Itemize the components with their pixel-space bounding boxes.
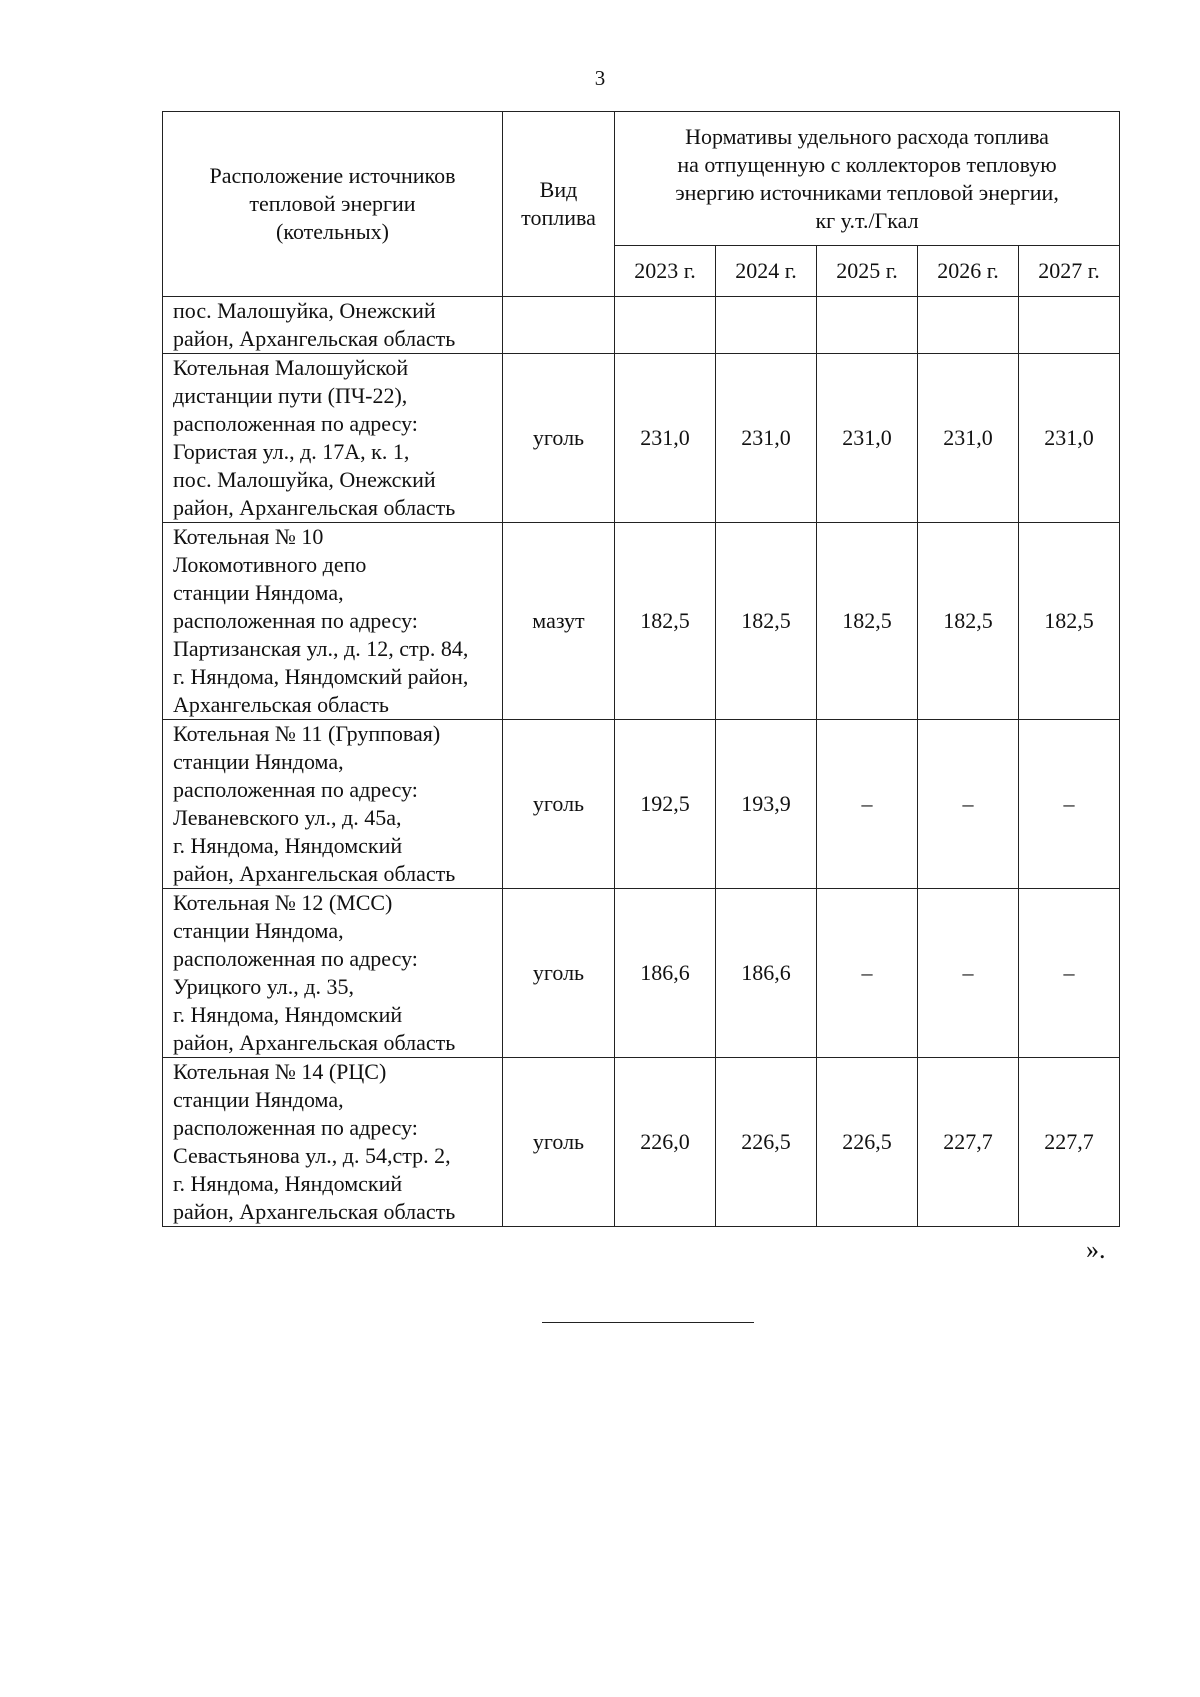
row-value-2025: –: [817, 889, 918, 1058]
row-location: Котельная № 11 (Групповая) станции Няндома, расположенная по адресу: Леваневского ул., д. 45а, г. Няндома, Няндомский район, Архангельская область: [163, 720, 503, 889]
row-value-2027: 182,5: [1019, 523, 1120, 720]
row-value-2026: –: [918, 720, 1019, 889]
row-value-2026: 182,5: [918, 523, 1019, 720]
row-fuel: [503, 297, 615, 354]
row-value-2023: 226,0: [615, 1058, 716, 1227]
table-row: [163, 720, 1120, 889]
row-fuel: уголь: [503, 1058, 615, 1227]
row-value-2027: –: [1019, 889, 1120, 1058]
row-location: Котельная Малошуйской дистанции пути (ПЧ-22), расположенная по адресу: Гористая ул., д. 17А, к. 1, пос. Малошуйка, Онежский район, Архангельская область: [163, 354, 503, 523]
page-number: 3: [594, 66, 606, 90]
row-location: пос. Малошуйка, Онежский район, Архангельская область: [163, 297, 503, 354]
header-year-2024: 2024 г.: [716, 246, 817, 297]
header-year-2027: 2027 г.: [1019, 246, 1120, 297]
row-value-2024: 182,5: [716, 523, 817, 720]
row-location: Котельная № 12 (МСС) станции Няндома, расположенная по адресу: Урицкого ул., д. 35, г. Няндома, Няндомский район, Архангельская область: [163, 889, 503, 1058]
row-location: Котельная № 14 (РЦС) станции Няндома, расположенная по адресу: Севастьянова ул., д. 54,стр. 2, г. Няндома, Няндомский район, Архангельская область: [163, 1058, 503, 1227]
row-value-2025: 226,5: [817, 1058, 918, 1227]
row-value-2026: 227,7: [918, 1058, 1019, 1227]
header-norms: Нормативы удельного расхода топлива на отпущенную с коллекторов тепловую энергию источниками тепловой энергии, кг у.т./Гкал: [615, 112, 1120, 246]
row-value-2025: [817, 297, 918, 354]
fuel-norms-table: [162, 111, 1120, 1227]
table-row: [163, 1058, 1120, 1227]
row-value-2027: 227,7: [1019, 1058, 1120, 1227]
header-year-2025: 2025 г.: [817, 246, 918, 297]
row-value-2024: [716, 297, 817, 354]
row-value-2026: 231,0: [918, 354, 1019, 523]
row-value-2026: [918, 297, 1019, 354]
header-fuel: Вид топлива: [503, 112, 615, 297]
table-row: [163, 297, 1120, 354]
row-value-2023: 186,6: [615, 889, 716, 1058]
row-fuel: уголь: [503, 354, 615, 523]
row-value-2025: 182,5: [817, 523, 918, 720]
row-value-2024: 226,5: [716, 1058, 817, 1227]
row-value-2026: –: [918, 889, 1019, 1058]
closing-quote-mark: ».: [1086, 1235, 1106, 1264]
row-fuel: уголь: [503, 889, 615, 1058]
row-fuel: уголь: [503, 720, 615, 889]
table-row: [163, 354, 1120, 523]
row-value-2023: 231,0: [615, 354, 716, 523]
row-value-2027: [1019, 297, 1120, 354]
row-value-2027: –: [1019, 720, 1120, 889]
header-location: Расположение источников тепловой энергии (котельных): [163, 112, 503, 297]
row-value-2023: [615, 297, 716, 354]
row-fuel: мазут: [503, 523, 615, 720]
row-value-2025: –: [817, 720, 918, 889]
header-year-2026: 2026 г.: [918, 246, 1019, 297]
row-value-2023: 192,5: [615, 720, 716, 889]
table-row: [163, 523, 1120, 720]
row-value-2023: 182,5: [615, 523, 716, 720]
row-location: Котельная № 10 Локомотивного депо станции Няндома, расположенная по адресу: Партизанская ул., д. 12, стр. 84, г. Няндома, Няндомский район, Архангельская область: [163, 523, 503, 720]
row-value-2024: 193,9: [716, 720, 817, 889]
row-value-2024: 186,6: [716, 889, 817, 1058]
row-value-2027: 231,0: [1019, 354, 1120, 523]
end-divider-line: [542, 1322, 754, 1323]
header-year-2023: 2023 г.: [615, 246, 716, 297]
row-value-2024: 231,0: [716, 354, 817, 523]
table-row: [163, 889, 1120, 1058]
row-value-2025: 231,0: [817, 354, 918, 523]
